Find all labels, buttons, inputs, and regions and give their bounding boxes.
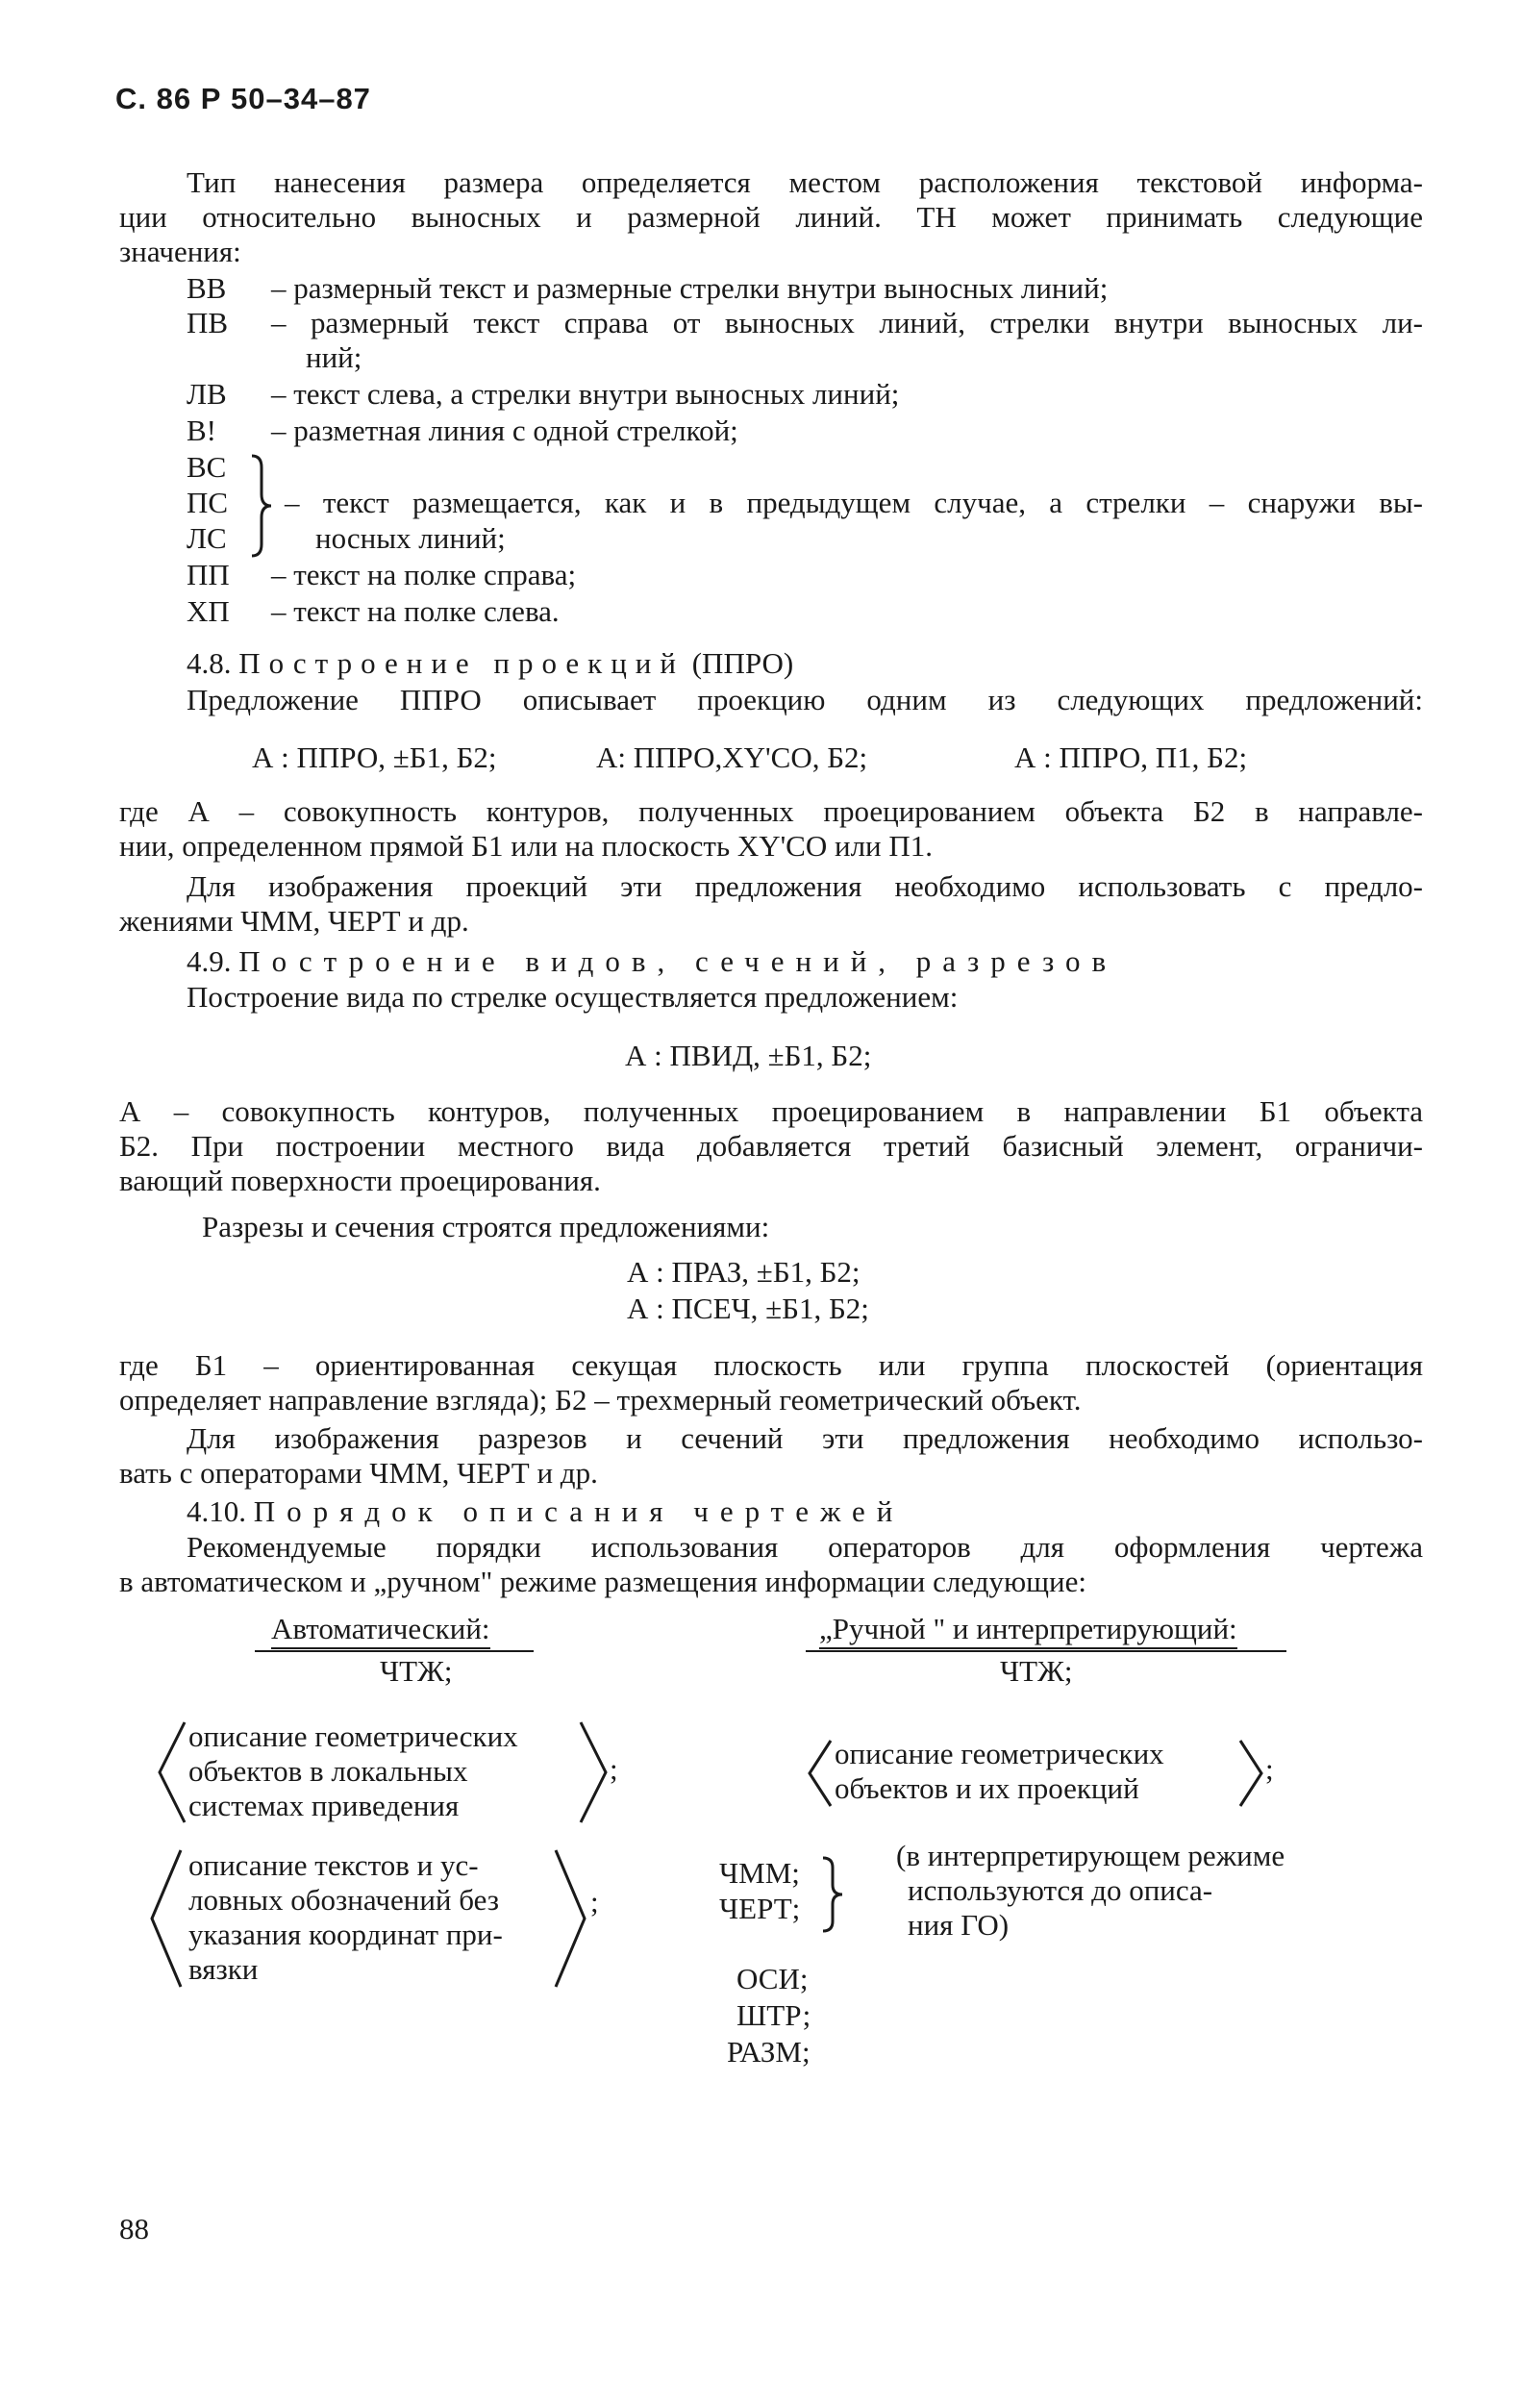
op-chert: ЧЕРТ;	[719, 1892, 801, 1925]
manual-block1-line-1: описание геометрических	[835, 1737, 1164, 1770]
para-line: в автоматическом и „ручном" режиме размещения информации следующие:	[119, 1565, 1086, 1598]
para-line: Для изображения разрезов и сечений эти предложения необходимо использо-	[187, 1421, 1423, 1455]
para-line: жениями ЧММ, ЧЕРТ и др.	[119, 904, 469, 938]
interpreting-note-line-3: ния ГО)	[908, 1908, 1010, 1942]
list-code-b: В!	[187, 414, 216, 447]
left-angle-bracket-icon	[146, 1846, 185, 1991]
formula-ppro-3: А : ППРО, П1, Б2;	[1014, 740, 1248, 774]
section-4-9-sections-line: Разрезы и сечения строятся предложениями:	[202, 1210, 770, 1243]
section-4-9-para-2	[119, 1094, 1423, 1198]
section-4-10-para	[119, 1530, 1423, 1599]
list-code-ps: ПС	[187, 486, 229, 519]
para-line: где Б1 – ориентированная секущая плоскость или группа плоскостей (ориентация	[119, 1348, 1423, 1382]
section-4-9-number: 4.9.	[187, 944, 232, 978]
list-text-vv: – размерный текст и размерные стрелки внутри выносных линий;	[271, 271, 1109, 305]
brace-text-line-2: носных линий;	[315, 521, 506, 555]
section-4-8-heading	[187, 646, 793, 681]
page-number: 88	[119, 2212, 149, 2245]
list-text-lv: – текст слева, а стрелки внутри выносных линий;	[271, 377, 900, 411]
section-4-8-tail: (ППРО)	[691, 646, 794, 680]
section-4-9-para-4	[119, 1421, 1423, 1491]
para-line: нии, определенном прямой Б1 или на плоскость ХY'СО или П1.	[119, 829, 934, 863]
para-line: вать с операторами ЧММ, ЧЕРТ и др.	[119, 1456, 598, 1490]
list-code-hp: ХП	[187, 594, 230, 628]
manual-block1-line-2: объектов и их проекций	[835, 1771, 1139, 1805]
para-line: вающий поверхности проецирования.	[119, 1164, 601, 1197]
list-text-pp: – текст на полке справа;	[271, 558, 577, 591]
section-4-8-title: Построение проекций	[238, 646, 685, 680]
page-header: С. 86 Р 50–34–87	[115, 82, 371, 115]
automatic-title	[271, 1612, 490, 1646]
intro-line-3: значения:	[119, 235, 241, 268]
section-4-9-line-1: Построение вида по стрелке осуществляется предложением:	[187, 980, 959, 1014]
section-4-10-title: Порядок описания чертежей	[253, 1494, 905, 1528]
interpreting-note-line-2: используются до описа-	[908, 1873, 1213, 1907]
auto-block1-line-1: описание геометрических	[188, 1719, 518, 1753]
intro-line-2: ции относительно выносных и размерной линий. ТН может принимать следующие	[119, 200, 1423, 234]
op-shtr: ШТР;	[736, 1998, 811, 2032]
section-4-8-para-2	[119, 794, 1423, 864]
semicolon: ;	[610, 1752, 618, 1786]
para-line: Рекомендуемые порядки использования операторов для оформления чертежа	[187, 1530, 1423, 1564]
section-4-10-heading	[187, 1494, 904, 1529]
section-4-9-para-3	[119, 1348, 1423, 1417]
automatic-op-chtzh: ЧТЖ;	[380, 1654, 453, 1688]
left-angle-bracket-icon	[804, 1737, 835, 1810]
section-4-8-line-1: Предложение ППРО описывает проекцию одним из следующих предложений:	[187, 683, 1423, 716]
list-code-lv: ЛВ	[187, 377, 227, 411]
automatic-divider	[255, 1650, 534, 1652]
formula-ppro-2: А: ППРО,ХY'СО, Б2;	[596, 740, 868, 774]
manual-divider	[806, 1650, 1286, 1652]
manual-title-text: „Ручной " и интерпретирующий:	[819, 1612, 1237, 1649]
section-4-9-heading	[187, 944, 1117, 979]
interpreting-note-line-1: (в интерпретирующем режиме	[896, 1839, 1285, 1872]
list-code-pp: ПП	[187, 558, 230, 591]
formula-psech: А : ПСЕЧ, ±Б1, Б2;	[627, 1292, 869, 1325]
auto-block1-line-3: системах приведения	[188, 1789, 460, 1822]
para-line: где А – совокупность контуров, полученных проецированием объекта Б2 в направле-	[119, 794, 1423, 828]
formula-ppro-1: А : ППРО, ±Б1, Б2;	[252, 740, 497, 774]
right-angle-bracket-icon	[552, 1846, 590, 1991]
section-4-8-number: 4.8.	[187, 646, 232, 680]
para-line: Б2. При построении местного вида добавляется третий базисный элемент, ограничи-	[119, 1129, 1423, 1163]
formula-pvid: А : ПВИД, ±Б1, Б2;	[625, 1039, 872, 1072]
section-4-9-title: Построение видов, сечений, разрезов	[238, 944, 1118, 978]
auto-block2-line-2: ловных обозначений без	[188, 1883, 500, 1917]
semicolon: ;	[590, 1885, 599, 1919]
right-angle-bracket-icon	[1236, 1737, 1267, 1810]
intro-line-1: Тип нанесения размера определяется местом расположения текстовой информа-	[187, 165, 1423, 199]
automatic-title-text: Автоматический:	[271, 1612, 490, 1649]
list-code-vs: ВС	[187, 450, 227, 484]
para-line: А – совокупность контуров, полученных проецированием в направлении Б1 объекта	[119, 1094, 1423, 1128]
left-angle-bracket-icon	[154, 1718, 188, 1826]
list-code-ls: ЛС	[187, 521, 227, 555]
brace-text-line-1: – текст размещается, как и в предыдущем случае, а стрелки – снаружи вы-	[285, 486, 1423, 519]
list-text-b: – разметная линия с одной стрелкой;	[271, 414, 738, 447]
list-text-pv: – размерный текст справа от выносных линий, стрелки внутри выносных ли-	[271, 306, 1423, 339]
section-4-8-para-3	[119, 869, 1423, 939]
right-angle-bracket-icon	[577, 1718, 611, 1826]
op-chmm: ЧММ;	[719, 1856, 800, 1890]
manual-title	[819, 1612, 1237, 1646]
formula-praz: А : ПРАЗ, ±Б1, Б2;	[627, 1255, 861, 1289]
list-code-pv: ПВ	[187, 306, 229, 339]
auto-block2-line-1: описание текстов и ус-	[188, 1848, 479, 1882]
section-4-10-number: 4.10.	[187, 1494, 246, 1528]
op-osi: ОСИ;	[736, 1962, 809, 1995]
intro-paragraph	[119, 165, 1423, 269]
list-text-hp: – текст на полке слева.	[271, 594, 560, 628]
list-text-pv-cont: ний;	[306, 340, 362, 374]
manual-op-chtzh: ЧТЖ;	[1000, 1654, 1073, 1688]
auto-block1-line-2: объектов в локальных	[188, 1754, 468, 1788]
auto-block2-line-3: указания координат при-	[188, 1918, 503, 1951]
para-line: Для изображения проекций эти предложения необходимо использовать с предло-	[187, 869, 1423, 903]
right-curly-brace-icon	[248, 452, 277, 560]
list-code-vv: ВВ	[187, 271, 227, 305]
semicolon: ;	[1265, 1752, 1274, 1786]
para-line: определяет направление взгляда); Б2 – трехмерный геометрический объект.	[119, 1383, 1082, 1417]
right-curly-brace-icon	[819, 1854, 848, 1935]
auto-block2-line-4: вязки	[188, 1952, 259, 1986]
op-razm: РАЗМ;	[727, 2035, 811, 2069]
